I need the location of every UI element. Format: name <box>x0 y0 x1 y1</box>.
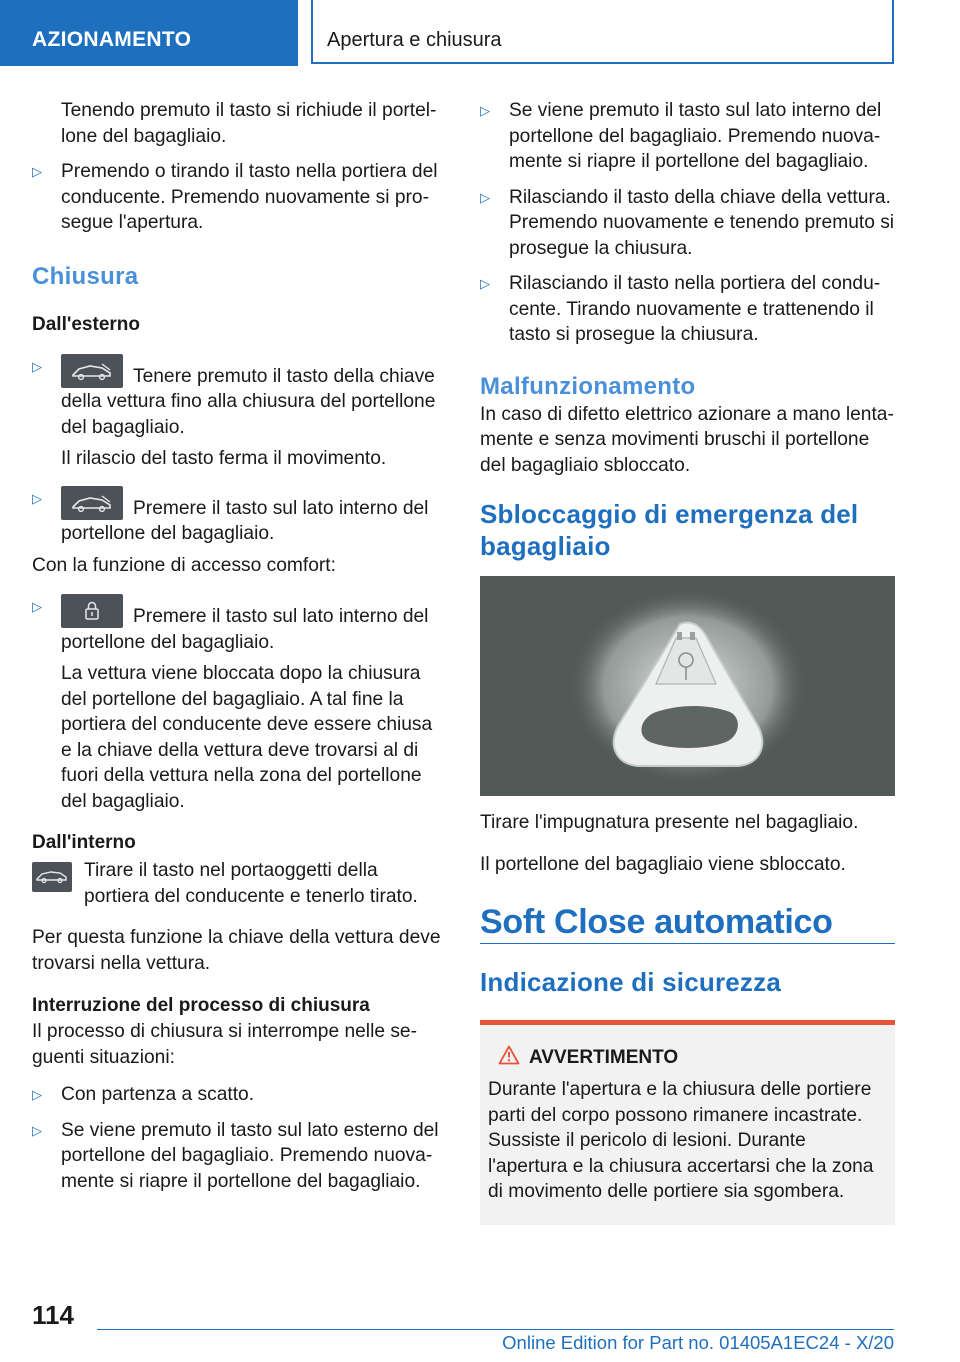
paragraph: Il processo di chiusura si interrompe nelle seguenti situazioni: <box>32 1021 417 1068</box>
car-door-button-icon <box>32 862 72 892</box>
list-item: ▷ Premere il tasto sul lato interno del portellone del bagagliaio. <box>32 486 447 547</box>
right-column <box>480 98 895 1225</box>
list-item: ▷ Premendo o tirando il tasto nella portiera del conducente. Premendo nuovamente si prosegue l'apertura. <box>32 161 438 233</box>
triangle-bullet-icon: ▷ <box>32 358 42 374</box>
footer-rule <box>97 1329 894 1330</box>
list-item: ▷ Con partenza a scatto. <box>32 1082 447 1108</box>
list-item: ▷ Tenere premuto il tasto della chiave della vettura fino alla chiusura del portellone del bagagliaio. <box>32 354 447 441</box>
section-heading: Chiusura <box>32 262 139 290</box>
car-tailgate-button-icon <box>61 354 123 388</box>
chapter-tab <box>311 0 894 64</box>
subheading: Interruzione del processo di chiusura <box>32 995 370 1016</box>
warning-text: Durante l'apertura e la chiusura delle portiere parti del corpo possono rimanere incastrate. Sussiste il pericolo di lesioni. Durante l'apertura e la chiusura accertarsi che la zona di movimento delle portiere sia sgombera. <box>488 1079 874 1202</box>
triangle-bullet-icon: ▷ <box>480 276 490 291</box>
section-tab <box>0 0 298 66</box>
triangle-bullet-icon: ▷ <box>32 164 42 179</box>
list-item: ▷ Rilasciando il tasto della chiave della vettura. Premendo nuovamente e tenendo premuto si prosegue la chiusura. <box>480 186 895 259</box>
edition-note: Online Edition for Part no. 01405A1EC24 - X/20 <box>502 1332 894 1353</box>
triangle-bullet-icon: ▷ <box>32 1122 42 1138</box>
paragraph: Il rilascio del tasto ferma il movimento. <box>61 448 387 469</box>
warning-heading: AVVERTIMENTO <box>488 1045 885 1071</box>
chapter-heading: Soft Close automatico <box>480 903 833 941</box>
image-caption: Tirare l'impugnatura presente nel bagagliaio. <box>480 812 859 833</box>
lock-button-icon <box>61 594 123 628</box>
triangle-bullet-icon: ▷ <box>32 490 42 506</box>
chapter-title: Apertura e chiusura <box>327 29 502 51</box>
car-tailgate-button-icon <box>61 486 123 520</box>
heading-rule <box>480 943 895 944</box>
list-item: ▷ Se viene premuto il tasto sul lato interno del portellone del bagagliaio. Premendo nuovamente si riapre il portellone del bagagliaio. <box>480 100 882 172</box>
triangle-bullet-icon: ▷ <box>32 1087 42 1102</box>
subheading: Dall'esterno <box>32 313 140 335</box>
paragraph: Per questa funzione la chiave della vettura deve trovarsi nella vettura. <box>32 927 441 974</box>
triangle-bullet-icon: ▷ <box>480 189 490 205</box>
paragraph: Tenendo premuto il tasto si richiude il portellone del bagagliaio. <box>61 100 437 147</box>
paragraph: Con la funzione di accesso comfort: <box>32 554 336 576</box>
emergency-release-handle-image <box>480 576 895 796</box>
page-number: 114 <box>32 1300 74 1330</box>
left-column <box>32 98 447 1194</box>
paragraph: In caso di difetto elettrico azionare a mano lentamente e senza movimenti bruschi il portellone del bagagliaio sbloccato. <box>480 403 894 476</box>
warning-box <box>480 1020 895 1225</box>
section-heading: Sbloccaggio di emergenza del bagagliaio <box>480 499 859 561</box>
list-item: ▷ Premere il tasto sul lato interno del portellone del bagagliaio. <box>32 594 447 655</box>
inside-item: Tirare il tasto nel portaoggetti della portiera del conducente e tenerlo tirato. <box>32 858 447 909</box>
paragraph: La vettura viene bloccata dopo la chiusura del portellone del bagagliaio. A tal fine la portiera del conducente deve essere chiusa e la chiave della vettura deve trovarsi al di fuori della vettura nella zona del portellone del bagagliaio. <box>61 663 433 812</box>
subheading: Dall'interno <box>32 832 136 853</box>
list-item: ▷ Rilasciando il tasto nella portiera del conducente. Tirando nuovamente e trattenendo il tasto si prosegue la chiusura. <box>480 273 881 345</box>
warning-triangle-icon <box>498 1045 520 1073</box>
list-item: ▷ Se viene premuto il tasto sul lato esterno del portellone del bagagliaio. Premendo nuovamente si riapre il portellone del bagagliaio. <box>32 1119 439 1192</box>
triangle-bullet-icon: ▷ <box>32 599 42 614</box>
section-heading: Malfunzionamento <box>480 372 696 400</box>
section-heading: Indicazione di sicurezza <box>480 967 781 997</box>
section-title: AZIONAMENTO <box>32 28 192 51</box>
triangle-bullet-icon: ▷ <box>480 103 490 118</box>
image-caption: Il portellone del bagagliaio viene sbloccato. <box>480 853 846 875</box>
